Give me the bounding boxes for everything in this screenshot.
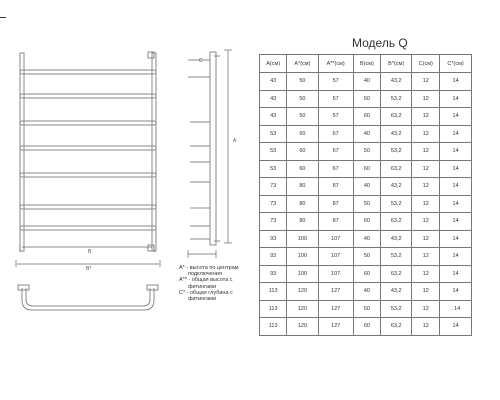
- table-cell: 120: [287, 283, 318, 301]
- table-cell: 57: [318, 73, 353, 91]
- table-row: [260, 213, 472, 231]
- table-cell: 93: [260, 230, 287, 248]
- table-cell: 63,2: [381, 318, 412, 336]
- legend-line: A** - общая высота с: [179, 277, 233, 284]
- column-header: B*(см): [381, 55, 412, 73]
- table-cell: 50: [353, 300, 380, 318]
- table-cell: 14: [440, 73, 472, 91]
- table-row: [260, 318, 472, 336]
- table-cell: 14: [440, 143, 472, 161]
- table-row: [260, 230, 472, 248]
- table-cell: 127: [318, 318, 353, 336]
- table-row: [260, 73, 472, 91]
- table-cell: 60: [353, 318, 380, 336]
- table-cell: 12: [412, 318, 440, 336]
- left-rail: [20, 53, 24, 251]
- rung: [20, 146, 156, 150]
- table-cell: 100: [287, 230, 318, 248]
- table-cell: 40: [353, 230, 380, 248]
- table-cell: 43: [260, 90, 287, 108]
- table-cell: 107: [318, 230, 353, 248]
- table-cell: 113: [260, 300, 287, 318]
- table-cell: 53: [260, 160, 287, 178]
- table-cell: 50: [287, 90, 318, 108]
- right-rail: [152, 53, 156, 251]
- rung: [20, 205, 156, 209]
- table-row: [260, 143, 472, 161]
- table-cell: 60: [353, 108, 380, 126]
- table-cell: 87: [318, 178, 353, 196]
- table-cell: 53: [260, 143, 287, 161]
- column-header: A*(см): [287, 55, 318, 73]
- table-cell: 50: [287, 108, 318, 126]
- table-cell: 14: [440, 90, 472, 108]
- table-row: [260, 90, 472, 108]
- rung: [20, 94, 156, 98]
- table-cell: 80: [287, 213, 318, 231]
- table-cell: 12: [412, 300, 440, 318]
- table-cell: 12: [412, 283, 440, 301]
- table-cell: 14: [440, 265, 472, 283]
- table-cell: 73: [260, 195, 287, 213]
- table-cell: 43,2: [381, 73, 412, 91]
- table-cell: 120: [287, 300, 318, 318]
- table-cell: 93: [260, 248, 287, 266]
- table-row: [260, 125, 472, 143]
- table-header-row: [260, 55, 472, 73]
- table-cell: 100: [287, 248, 318, 266]
- table-cell: 80: [287, 195, 318, 213]
- table-cell: 113: [260, 283, 287, 301]
- table-cell: 43,2: [381, 125, 412, 143]
- front-view: [20, 52, 156, 251]
- table-body: [260, 73, 472, 336]
- table-cell: 12: [412, 108, 440, 126]
- table-cell: 127: [318, 283, 353, 301]
- table-cell: 60: [287, 125, 318, 143]
- table-cell: 113: [260, 318, 287, 336]
- table-cell: 14: [440, 248, 472, 266]
- table-cell: 60: [287, 143, 318, 161]
- table-cell: 43: [260, 73, 287, 91]
- model-title: Модель Q: [352, 36, 408, 50]
- table-cell: 63,2: [381, 213, 412, 231]
- table-row: [260, 178, 472, 196]
- table-cell: 60: [353, 160, 380, 178]
- dimensions-table: [259, 54, 472, 336]
- table-cell: 12: [412, 178, 440, 196]
- table-cell: 60: [353, 265, 380, 283]
- column-header: A(см): [260, 55, 287, 73]
- legend-line: фитингами: [188, 283, 217, 290]
- table-cell: 14: [440, 318, 472, 336]
- dim-label-a: A: [233, 138, 237, 144]
- table-cell: 50: [353, 143, 380, 161]
- table-cell: 67: [318, 125, 353, 143]
- rung: [20, 226, 156, 230]
- table-cell: 12: [412, 248, 440, 266]
- table-cell: 14: [440, 213, 472, 231]
- legend-line: A* - высота по центрам: [179, 265, 239, 271]
- table-cell: 67: [318, 160, 353, 178]
- table-cell: 60: [287, 160, 318, 178]
- table-cell: 12: [412, 90, 440, 108]
- legend-line: подключения: [188, 271, 222, 278]
- table-cell: 12: [412, 195, 440, 213]
- table-cell: 57: [318, 108, 353, 126]
- rung: [20, 121, 156, 125]
- table-cell: . 14: [440, 300, 472, 318]
- table-row: [260, 195, 472, 213]
- table-cell: 14: [440, 160, 472, 178]
- table-row: [260, 160, 472, 178]
- table-cell: 14: [440, 125, 472, 143]
- legend-line: фитингами: [188, 296, 217, 303]
- table-cell: 14: [440, 230, 472, 248]
- table-cell: 43,2: [381, 230, 412, 248]
- table-cell: 120: [287, 318, 318, 336]
- table-cell: 12: [412, 125, 440, 143]
- table-cell: 14: [440, 195, 472, 213]
- table-row: [260, 248, 472, 266]
- table-cell: 50: [287, 73, 318, 91]
- side-view: [188, 52, 220, 245]
- table-row: [260, 108, 472, 126]
- table-cell: 53,2: [381, 143, 412, 161]
- table-cell: 53,2: [381, 90, 412, 108]
- table-row: [260, 300, 472, 318]
- table-cell: 12: [412, 73, 440, 91]
- table-cell: 53,2: [381, 195, 412, 213]
- table-cell: 87: [318, 195, 353, 213]
- table-cell: 14: [440, 108, 472, 126]
- table-row: [260, 283, 472, 301]
- column-header: C(см): [412, 55, 440, 73]
- table-cell: 60: [353, 213, 380, 231]
- table-cell: 14: [440, 283, 472, 301]
- table-cell: 12: [412, 230, 440, 248]
- table-cell: 107: [318, 265, 353, 283]
- legend-line: C* - общая глубина с: [179, 289, 233, 296]
- dim-label-c: C: [199, 58, 203, 64]
- table-cell: 67: [318, 143, 353, 161]
- table-cell: 12: [412, 160, 440, 178]
- table-cell: 50: [353, 90, 380, 108]
- table-cell: 80: [287, 178, 318, 196]
- fitting-right: [147, 285, 158, 290]
- table-cell: 43,2: [381, 178, 412, 196]
- table-cell: 12: [412, 213, 440, 231]
- table-cell: 12: [412, 143, 440, 161]
- table-cell: 40: [353, 125, 380, 143]
- legend: [179, 265, 279, 302]
- bottom-view: [18, 285, 158, 310]
- table-cell: 73: [260, 178, 287, 196]
- table-cell: 50: [353, 248, 380, 266]
- table-cell: 107: [318, 248, 353, 266]
- table-cell: 53: [260, 125, 287, 143]
- table-cell: 53,2: [381, 300, 412, 318]
- table-cell: 73: [260, 213, 287, 231]
- table-cell: 63,2: [381, 108, 412, 126]
- table-cell: 57: [318, 90, 353, 108]
- table-cell: 100: [287, 265, 318, 283]
- fitting-bottom: [148, 245, 154, 251]
- table-cell: 63,2: [381, 160, 412, 178]
- rung: [20, 173, 156, 177]
- table-row: [260, 265, 472, 283]
- table-cell: 63,2: [381, 265, 412, 283]
- table-cell: 12: [412, 265, 440, 283]
- table-cell: 40: [353, 178, 380, 196]
- column-header: A**(см): [318, 55, 353, 73]
- table-cell: 87: [318, 213, 353, 231]
- rung: [20, 70, 156, 74]
- dim-label-b-star: B*: [86, 266, 92, 272]
- table-cell: 93: [260, 265, 287, 283]
- table-cell: 14: [440, 178, 472, 196]
- table-cell: 53,2: [381, 248, 412, 266]
- table-cell: 40: [353, 283, 380, 301]
- side-rail: [210, 52, 216, 245]
- table-cell: 127: [318, 300, 353, 318]
- table-cell: 50: [353, 195, 380, 213]
- table-cell: 40: [353, 73, 380, 91]
- dim-label-b: B: [88, 249, 92, 255]
- table-cell: 43: [260, 108, 287, 126]
- table-cell: 43,2: [381, 283, 412, 301]
- column-header: C*(см): [440, 55, 472, 73]
- column-header: B(см): [353, 55, 380, 73]
- fitting-left: [18, 285, 29, 290]
